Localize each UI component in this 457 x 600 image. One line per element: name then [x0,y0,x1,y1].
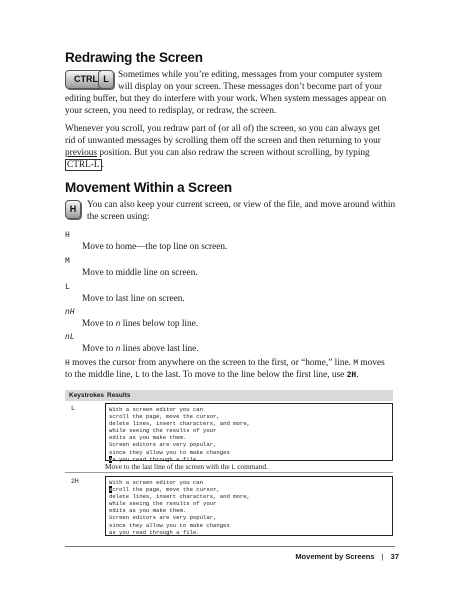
screen-line: Screen editors are very popular, [109,441,217,449]
variable-n: n [115,345,121,354]
paragraph-line: rid of unwanted messages by scrolling them off the screen and then returning to your [65,136,381,146]
page-footer [295,552,399,561]
caption-text: Move to the last line of the screen with the [105,462,230,471]
term-h: H [65,231,70,240]
screen-line: scroll the page, move the cursor, [109,413,220,421]
paragraph-line [65,370,359,382]
row-divider [65,472,393,473]
term-definition [82,319,198,329]
paragraph-text: position. But you can also redraw the screen without scrolling, by typing [99,148,370,158]
screen-text: croll the page, move the cursor, [112,486,220,494]
cursor-block: a [109,455,113,463]
term-definition: Move to home—the top line on screen. [82,242,228,252]
paragraph-line: You can also keep your current screen, or view of the file, and move around within [87,200,396,210]
inline-code: H [65,359,70,368]
screen-text: s you read through a file. [112,455,200,463]
caption-text: command. [237,462,268,471]
paragraph-line: Whenever you scroll, you redraw part of (or all of) the screen, so you can always get [65,124,380,134]
definition-text: Move to [82,319,114,329]
inline-code: M [353,359,359,368]
footer-rule [65,546,395,547]
paragraph-line: editing buffer, but they do interfere with your work. When system messages appear on [65,94,387,104]
section-title-redrawing: Redrawing the Screen [65,50,203,65]
punctuation: . [101,160,104,170]
screen-line: while seeing the results of your [109,500,217,508]
inline-code: L [231,464,236,471]
keystroke-cell: 2H [71,478,79,485]
paragraph-line: the screen using: [87,212,150,222]
column-header-keystrokes: Keystrokes [69,392,105,399]
screen-line: since they allow you to make changes [109,448,230,456]
screen-display [105,476,393,536]
definition-text: Move to [82,344,114,354]
definition-text: lines below top line. [122,319,199,329]
paragraph-text: to the last. To move to the line below the first line, use [142,370,345,380]
definition-text: lines above last line. [122,344,199,354]
screen-line: With a screen editor you can [109,479,203,486]
paragraph-line [65,160,104,172]
ctrl-keycap-icon: CTRL [65,70,107,89]
term-definition: Move to last line on screen. [82,294,185,304]
screen-line: as you read through a file. [109,528,200,536]
underlined-word: previous [65,148,98,158]
chapter-title: Movement by Screens [295,552,375,561]
variable-n: n [115,320,121,329]
term-nh: nH [65,308,75,317]
paragraph-text: moves the cursor from anywhere on the screen to the first, or “home,” line. [72,358,351,368]
screen-line: delete lines, insert characters, and more, [109,493,250,501]
paragraph-line: will display on your screen. These messages don’t become part of your [118,82,383,92]
column-header-results: Results [107,392,131,399]
screen-line: since they allow you to make changes [109,521,230,529]
screen-line: while seeing the results of your [109,427,217,435]
cursor-block: s [109,486,113,494]
screen-line: edits as you make them. [109,507,187,515]
table-header [65,390,393,401]
term-m: M [65,257,70,266]
screen-line: With a screen editor you can [109,406,203,413]
section-title-movement: Movement Within a Screen [65,180,232,195]
paragraph-line: Sometimes while you’re editing, messages from your computer system [118,70,383,80]
term-l: L [65,283,70,292]
punctuation: . [356,370,359,380]
page-number: 37 [390,552,399,561]
screen-line: Screen editors are very popular, [109,514,217,522]
paragraph-line: your screen, you need to redisplay, or redraw, the screen. [65,106,277,116]
screen-line: delete lines, insert characters, and more, [109,420,250,428]
paragraph-line [65,148,370,160]
screen-display [105,403,393,461]
screen-line [109,486,389,493]
footer-separator: | [381,552,384,561]
paragraph-text: moves [360,358,385,368]
inline-code: L [134,371,140,380]
term-definition [82,344,199,354]
l-keycap-icon: L [98,70,114,89]
ctrl-l-keystroke: CTRL-L [67,160,100,170]
h-keycap-icon: H [65,200,81,219]
screen-line: edits as you make them. [109,434,187,442]
paragraph-text: to the middle line, [65,370,133,380]
term-definition: Move to middle line on screen. [82,268,198,278]
inline-code: 2H [346,371,357,380]
row-caption [105,462,268,471]
keystroke-cell: L [71,405,75,412]
paragraph-line [65,358,385,370]
term-nl: nL [65,333,75,342]
